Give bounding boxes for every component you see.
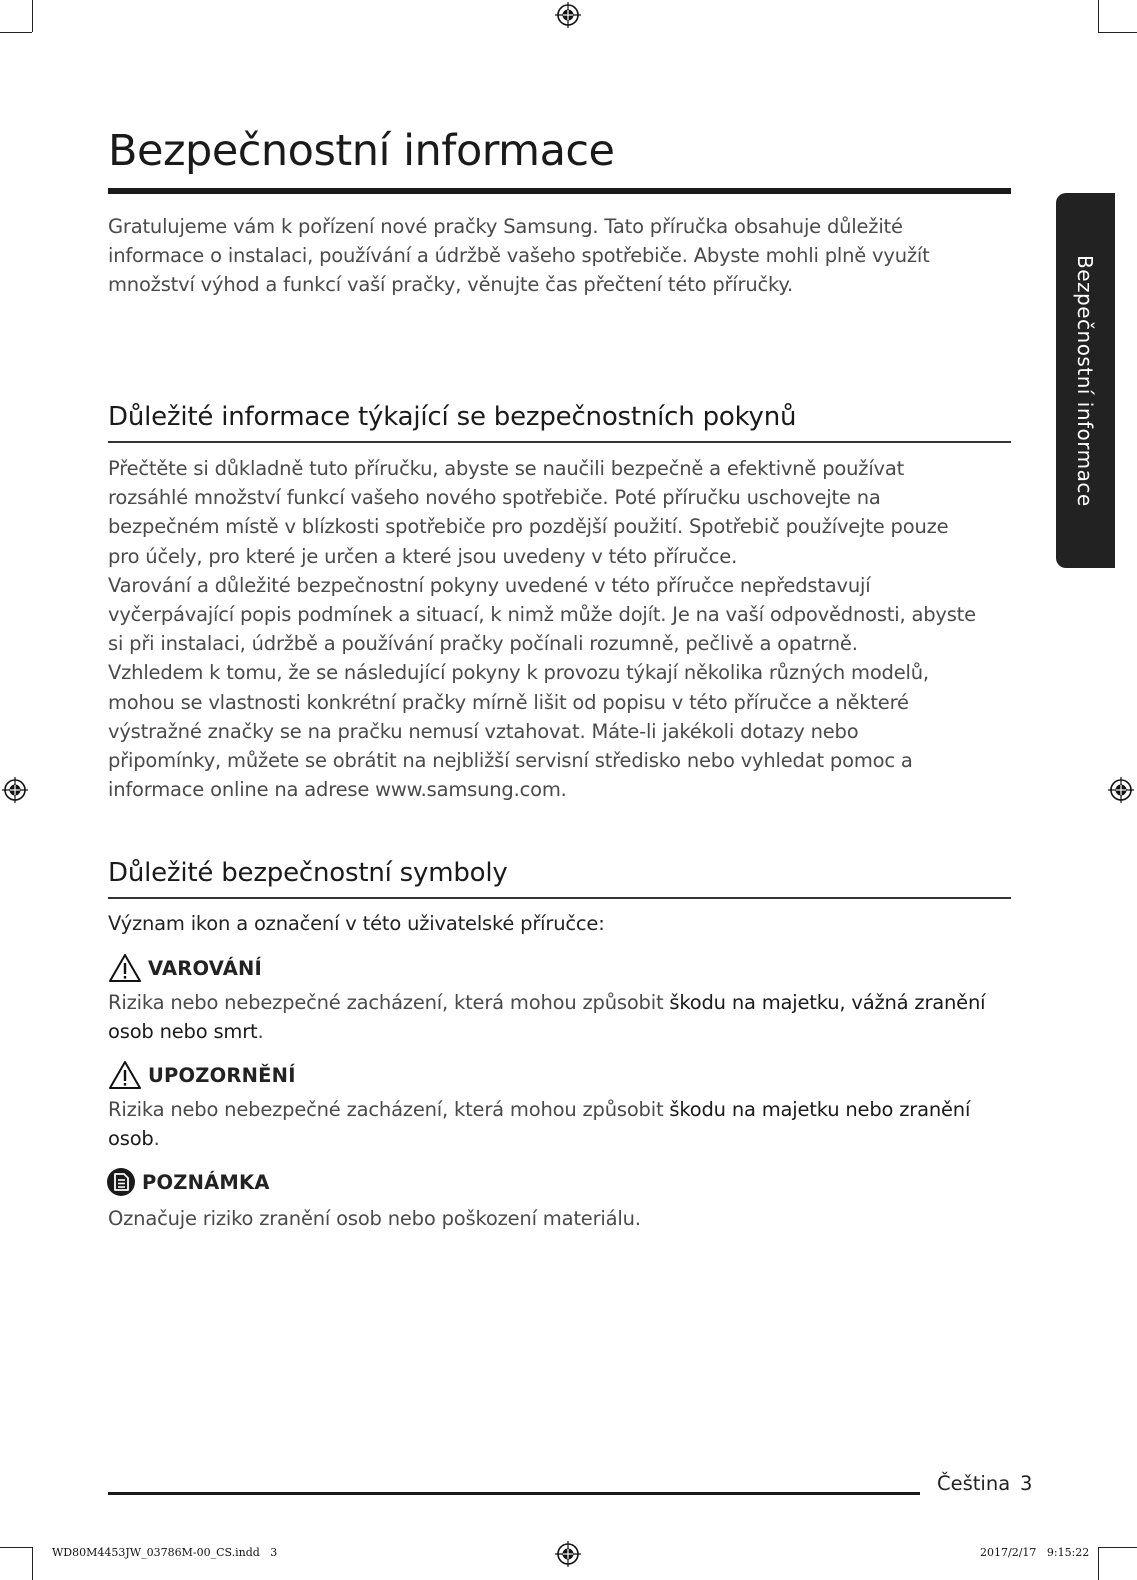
warning-label: VAROVÁNÍ <box>148 956 262 980</box>
text-line: rozsáhlé množství funkcí vašeho nového spotřebiče. Poté příručku uschovejte na <box>108 486 881 510</box>
warning-block-header <box>108 953 262 983</box>
title-rule <box>108 188 1011 194</box>
warning-text-emphasis: osob nebo smrt <box>108 1020 258 1044</box>
text-line: Varování a důležité bezpečnostní pokyny uvedené v této příručce nepředstavují <box>108 573 871 597</box>
section-rule <box>108 441 1011 443</box>
text-line: si při instalaci, údržbě a používání pračky počínali rozumně, pečlivě a opatrně. <box>108 632 858 656</box>
page-number: 3 <box>1020 1472 1033 1495</box>
text-line: množství výhod a funkcí vaší pračky, věnujte čas přečtení této příručky. <box>108 273 793 297</box>
caution-label: UPOZORNĚNÍ <box>148 1063 296 1087</box>
warning-triangle-icon <box>108 1060 142 1090</box>
text-line: Přečtěte si důkladně tuto příručku, abyste se naučili bezpečně a efektivně používat <box>108 457 905 480</box>
text-line <box>108 988 1023 1017</box>
note-block-header <box>106 1167 270 1197</box>
note-label: POZNÁMKA <box>142 1170 270 1194</box>
crop-mark-bottom-right-h <box>1098 1547 1137 1548</box>
crop-mark-bottom-right-v <box>1098 1547 1099 1580</box>
section-side-tab <box>1056 193 1115 568</box>
crop-mark-top-left-v <box>32 0 33 32</box>
registration-mark-icon <box>555 1541 581 1567</box>
warning-text-plain: Rizika nebo nebezpečné zacházení, která mohou způsobit <box>108 991 670 1014</box>
warning-text-plain: . <box>257 1020 264 1044</box>
section-heading-safety-symbols: Důležité bezpečnostní symboly <box>108 858 508 888</box>
text-line: informace o instalaci, používání a údržbě vašeho spotřebiče. Abyste mohli plně využít <box>108 244 930 268</box>
intro-paragraph <box>108 212 1023 300</box>
text-line <box>108 1095 1023 1124</box>
text-line: mohou se vlastnosti konkrétní pračky mírně lišit od popisu v této příručce a některé <box>108 690 909 714</box>
caution-text-emphasis: škodu na majetku nebo zranění <box>669 1098 971 1121</box>
text-line: Vzhledem k tomu, že se následující pokyny k provozu týkají několika různých modelů, <box>108 661 929 685</box>
caution-block-header <box>108 1060 296 1090</box>
symbols-intro: Význam ikon a označení v této uživatelské příručce: <box>108 912 605 935</box>
section-heading-safety-instructions: Důležité informace týkající se bezpečnostních pokynů <box>108 402 797 432</box>
side-tab-label: Bezpečnostní informace <box>1073 255 1098 507</box>
registration-mark-icon <box>2 777 28 803</box>
crop-mark-bottom-left-v <box>32 1547 33 1580</box>
text-line: připomínky, můžete se obrátit na nejbližší servisní středisko nebo vyhledat pomoc a <box>108 749 913 773</box>
print-slug-filename: WD80M4453JW_03786M-00_CS.indd 3 <box>52 1546 278 1559</box>
caution-text-emphasis: osob <box>108 1127 154 1151</box>
caution-text-plain: . <box>153 1127 160 1151</box>
text-line: vyčerpávající popis podmínek a situací, k nimž může dojít. Je na vaší odpovědnosti, abyste <box>108 603 976 627</box>
note-icon <box>106 1167 136 1197</box>
warning-description <box>108 988 1023 1046</box>
text-line <box>108 1017 1023 1046</box>
registration-mark-icon <box>555 2 581 28</box>
crop-mark-top-left-h <box>0 32 32 33</box>
footer-language: Čeština <box>937 1472 1011 1495</box>
text-line: bezpečném místě v blízkosti spotřebiče pro pozdější použití. Spotřebič používejte pouze <box>108 515 949 539</box>
text-line <box>108 1124 1023 1153</box>
section-rule <box>108 897 1011 899</box>
page-title: Bezpečnostní informace <box>108 126 615 176</box>
footer-rule <box>108 1492 920 1495</box>
caution-description <box>108 1095 1023 1153</box>
safety-instructions-paragraph <box>108 454 1023 804</box>
text-line: informace online na adrese www.samsung.com. <box>108 778 567 802</box>
print-slug-timestamp: 2017/2/17 9:15:22 <box>980 1546 1090 1559</box>
warning-triangle-icon <box>108 953 142 983</box>
text-line: Gratulujeme vám k pořízení nové pračky Samsung. Tato příručka obsahuje důležité <box>108 215 903 238</box>
caution-text-plain: Rizika nebo nebezpečné zacházení, která mohou způsobit <box>108 1098 670 1121</box>
note-description <box>108 1204 1023 1233</box>
text-line: Označuje riziko zranění osob nebo poškození materiálu. <box>108 1207 641 1230</box>
crop-mark-top-right-v <box>1098 0 1099 32</box>
crop-mark-top-right-h <box>1098 32 1137 33</box>
registration-mark-icon <box>1108 777 1134 803</box>
warning-text-emphasis: škodu na majetku, vážná zranění <box>669 991 986 1014</box>
text-line: výstražné značky se na pračku nemusí vztahovat. Máte-li jakékoli dotazy nebo <box>108 719 859 743</box>
text-line: pro účely, pro které je určen a které jsou uvedeny v této příručce. <box>108 544 738 568</box>
crop-mark-bottom-left-h <box>0 1547 32 1548</box>
